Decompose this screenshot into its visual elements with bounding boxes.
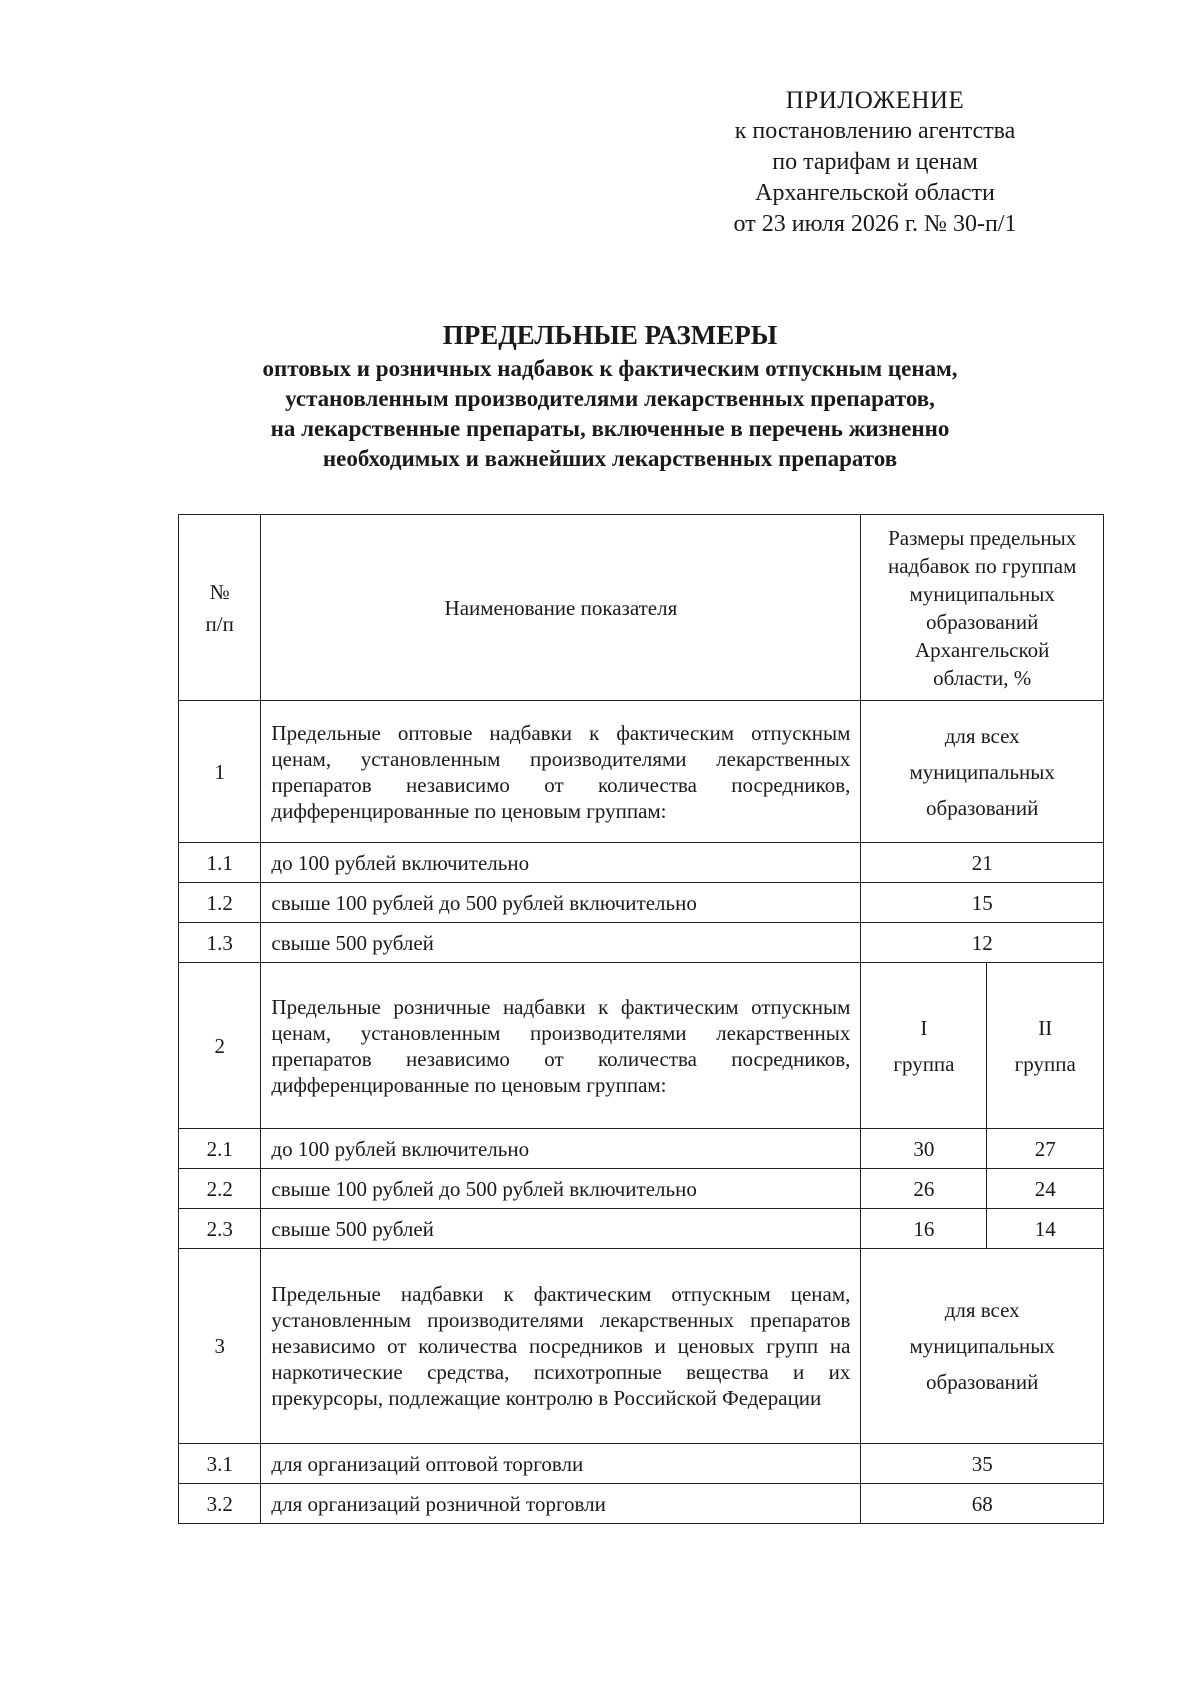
header-value-line: Архангельской — [915, 637, 1050, 662]
header-num-symbol: № — [209, 579, 230, 604]
header-value-line: надбавок по группам — [888, 553, 1077, 578]
row-value: 21 — [861, 843, 1104, 883]
row-name: свыше 100 рублей до 500 рублей включительно — [261, 1169, 861, 1209]
all-mo-line: образований — [926, 795, 1039, 820]
appendix-date-number: от 23 июля 2026 г. № 30-п/1 — [733, 211, 1017, 237]
appendix-line: Архангельской области — [755, 180, 995, 206]
row-name: Предельные оптовые надбавки к фактическим отпускным ценам, установленным производителями лекарственных препаратов независимо от количества посредников, дифференцированные по ценовым группам: — [261, 701, 861, 843]
all-mo-line: муниципальных — [909, 1334, 1055, 1358]
table-row — [179, 1129, 1104, 1169]
row-name: Предельные розничные надбавки к фактическим отпускным ценам, установленным производителями лекарственных препаратов независимо от количества посредников, дифференцированные по ценовым группам: — [261, 963, 861, 1129]
row-name: до 100 рублей включительно — [261, 1129, 861, 1169]
row-value-group-2: 24 — [987, 1169, 1104, 1209]
appendix-line: к постановлению агентства — [734, 118, 1016, 144]
row-value-group-2: 14 — [987, 1209, 1104, 1249]
row-num: 1.2 — [179, 883, 261, 923]
table-row — [179, 883, 1104, 923]
all-mo-line: для всех — [944, 1298, 1020, 1322]
markup-table — [178, 514, 1104, 1524]
table-header-row — [179, 515, 1104, 701]
table-row — [179, 843, 1104, 883]
header-value-line: образований — [926, 609, 1039, 634]
table-row — [179, 1209, 1104, 1249]
row-num: 2.1 — [179, 1129, 261, 1169]
row-num: 2 — [179, 963, 261, 1129]
all-municipalities-cell — [861, 701, 1104, 843]
header-value-cell — [861, 515, 1104, 701]
row-name: для организаций розничной торговли — [261, 1484, 861, 1524]
table-row — [179, 1484, 1104, 1524]
row-num: 2.3 — [179, 1209, 261, 1249]
row-name: свыше 500 рублей — [261, 923, 861, 963]
row-value-group-1: 30 — [861, 1129, 987, 1169]
row-name: свыше 100 рублей до 500 рублей включительно — [261, 883, 861, 923]
document-title-line: на лекарственные препараты, включенные в перечень жизненно — [270, 416, 950, 441]
group-2-header — [987, 963, 1104, 1129]
header-value-line: области, % — [933, 665, 1032, 690]
row-name: Предельные надбавки к фактическим отпускным ценам, установленным производителями лекарственных препаратов независимо от количества посредников и ценовых групп на наркотические средства, психотропные вещества и их прекурсоры, подлежащие контролю в Российской Федерации — [261, 1249, 861, 1444]
document-title-line: необходимых и важнейших лекарственных препаратов — [322, 446, 898, 471]
row-name: для организаций оптовой торговли — [261, 1444, 861, 1484]
row-value-group-1: 16 — [861, 1209, 987, 1249]
row-value: 12 — [861, 923, 1104, 963]
row-name: свыше 500 рублей — [261, 1209, 861, 1249]
group-number: II — [1038, 1015, 1053, 1040]
group-number: I — [920, 1015, 928, 1040]
table-row — [179, 923, 1104, 963]
document-title-main: ПРЕДЕЛЬНЫЕ РАЗМЕРЫ — [442, 320, 778, 350]
row-value: 68 — [861, 1484, 1104, 1524]
header-value-line: Размеры предельных — [888, 525, 1077, 550]
row-value-group-1: 26 — [861, 1169, 987, 1209]
table-row-section — [179, 1249, 1104, 1444]
row-value: 35 — [861, 1444, 1104, 1484]
all-mo-line: образований — [926, 1370, 1039, 1394]
appendix-title: ПРИЛОЖЕНИЕ — [785, 87, 965, 114]
row-num: 1.3 — [179, 923, 261, 963]
document-title — [170, 318, 1050, 474]
table-row — [179, 1444, 1104, 1484]
document-title-line: оптовых и розничных надбавок к фактическим отпускным ценам, — [262, 356, 958, 381]
row-num: 2.2 — [179, 1169, 261, 1209]
header-num-cell — [179, 515, 261, 701]
row-num: 3 — [179, 1249, 261, 1444]
group-word: группа — [1014, 1051, 1076, 1076]
row-num: 1 — [179, 701, 261, 843]
header-name-label: Наименование показателя — [444, 595, 678, 620]
row-value: 15 — [861, 883, 1104, 923]
group-word: группа — [893, 1051, 955, 1076]
row-num: 3.2 — [179, 1484, 261, 1524]
row-name: до 100 рублей включительно — [261, 843, 861, 883]
group-1-header — [861, 963, 987, 1129]
row-num: 3.1 — [179, 1444, 261, 1484]
header-num-abbr: п/п — [205, 611, 234, 636]
all-municipalities-cell — [861, 1249, 1104, 1444]
appendix-block — [700, 85, 1050, 240]
document-title-line: установленным производителями лекарственных препаратов, — [285, 386, 935, 411]
row-value-group-2: 27 — [987, 1129, 1104, 1169]
header-name-cell — [261, 515, 861, 701]
appendix-line: по тарифам и ценам — [772, 149, 978, 175]
table-row — [179, 1169, 1104, 1209]
all-mo-line: муниципальных — [909, 759, 1055, 784]
row-num: 1.1 — [179, 843, 261, 883]
header-value-line: муниципальных — [909, 581, 1055, 606]
table-row-section — [179, 701, 1104, 843]
all-mo-line: для всех — [944, 723, 1020, 748]
table-row-section — [179, 963, 1104, 1129]
